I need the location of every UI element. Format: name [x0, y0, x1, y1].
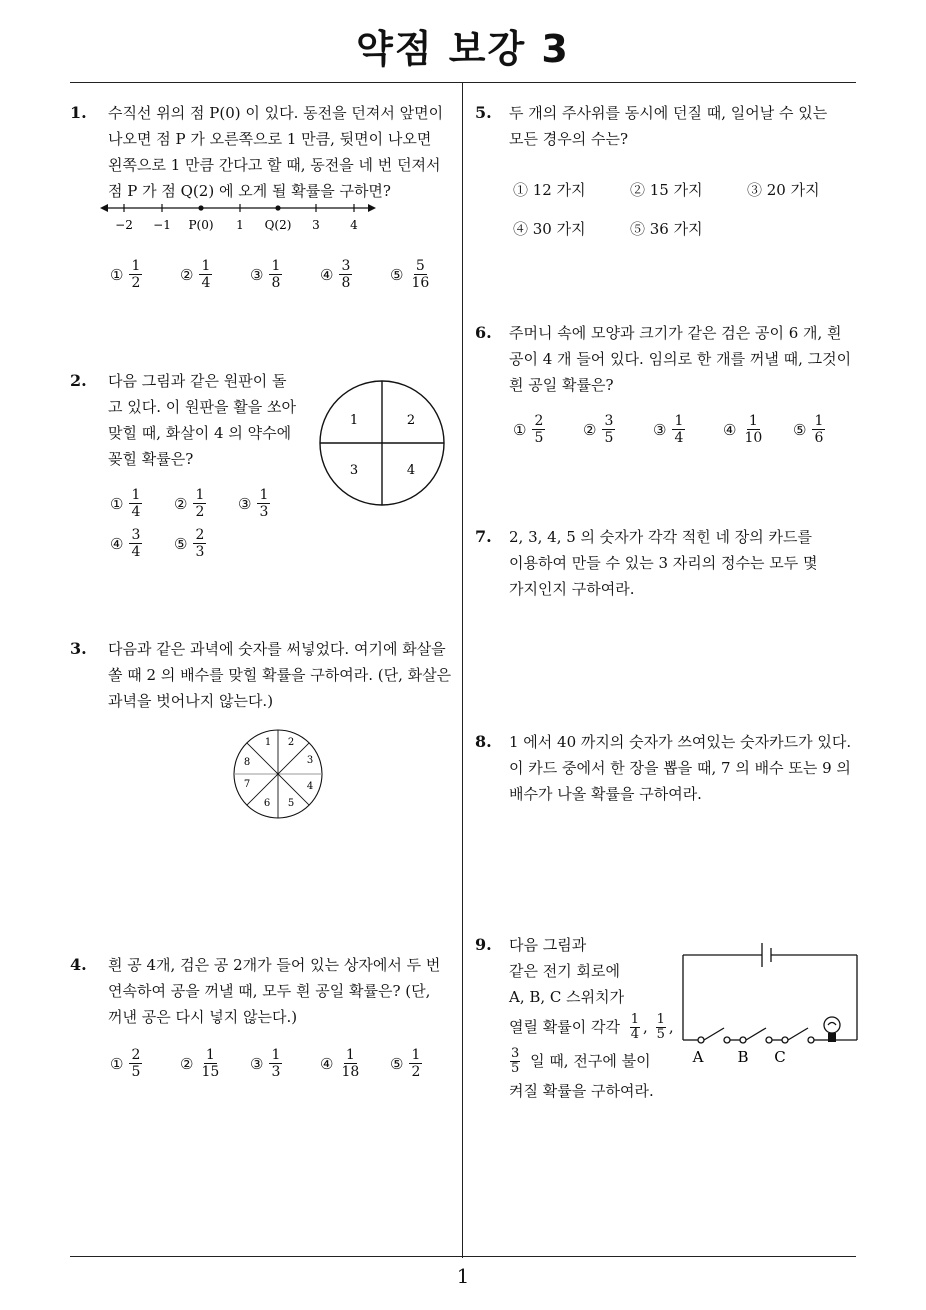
circuit-diagram — [676, 936, 862, 1070]
top-rule — [70, 82, 856, 83]
question-line: 나오면 점 P 가 오른쪽으로 1 만큼, 뒷면이 나오면 — [108, 130, 432, 148]
question-text — [509, 932, 674, 1104]
axis-label: 4 — [350, 218, 358, 232]
question-text — [509, 320, 851, 398]
axis-label: 3 — [312, 218, 320, 232]
choice-2[interactable]: ② 15 가지 — [630, 181, 703, 199]
axis-label: 1 — [236, 218, 244, 232]
choice-5[interactable]: ⑤ $\frac{2}{3}$ — [174, 527, 205, 560]
question-line: 흰 공 4개, 검은 공 2개가 들어 있는 상자에서 두 번 — [108, 956, 441, 974]
question-line: 맞힐 때, 화살이 4 의 약수에 — [108, 424, 292, 442]
target-label: 8 — [243, 757, 251, 768]
question-line: 가지인지 구하여라. — [509, 580, 635, 598]
question-line: 같은 전기 회로에 — [509, 962, 620, 980]
number-line — [100, 198, 385, 238]
question-number: 1. — [70, 103, 87, 122]
question-line: 점 P 가 점 Q(2) 에 오게 될 확률을 구하면? — [108, 182, 391, 200]
question-line: 이 카드 중에서 한 장을 뽑을 때, 7 의 배수 또는 9 의 — [509, 759, 851, 777]
choice-2[interactable]: ② $\frac{3}{5}$ — [583, 413, 614, 446]
question-7 — [475, 524, 855, 606]
question-line: 켜질 확률을 구하여라. — [509, 1082, 654, 1100]
switch-b — [746, 1028, 766, 1040]
disc-label: 3 — [349, 463, 359, 478]
question-number: 7. — [475, 527, 492, 546]
choice-1[interactable]: ① $\frac{2}{5}$ — [110, 1047, 141, 1080]
question-5 — [475, 100, 855, 156]
question-6 — [475, 320, 855, 402]
fraction-b: 1 5 — [656, 1011, 665, 1042]
question-line: 연속하여 공을 꺼낼 때, 모두 흰 공일 확률은? (단, — [108, 982, 431, 1000]
choice-4[interactable]: ④ 30 가지 — [513, 220, 586, 238]
question-line: 3 5 일 때, 전구에 불이 — [511, 1045, 651, 1076]
axis-label: −1 — [153, 218, 171, 232]
question-line: 꺼낸 공은 다시 넣지 않는다.) — [108, 1008, 298, 1026]
question-line: 왼쪽으로 1 만큼 간다고 할 때, 동전을 네 번 던져서 — [108, 156, 441, 174]
page-number: 1 — [456, 1264, 470, 1288]
target-label: 3 — [306, 755, 314, 766]
choice-1[interactable]: ① $\frac{1}{2}$ — [110, 258, 141, 291]
question-text — [108, 636, 451, 714]
choice-3[interactable]: ③ $\frac{1}{3}$ — [250, 1047, 281, 1080]
switch-label: C — [774, 1048, 786, 1066]
question-number: 5. — [475, 103, 492, 122]
question-4 — [70, 952, 455, 1042]
question-text — [509, 524, 818, 602]
choice-5[interactable]: ⑤ $\frac{1}{6}$ — [793, 413, 824, 446]
switch-a — [704, 1028, 724, 1040]
question-line: 주머니 속에 모양과 크기가 같은 검은 공이 6 개, 흰 — [509, 324, 842, 342]
point-p — [198, 205, 203, 210]
choice-3[interactable]: ③ $\frac{1}{3}$ — [238, 487, 269, 520]
question-line: 과녁을 벗어나지 않는다.) — [108, 692, 274, 710]
switch-label: B — [737, 1048, 749, 1066]
question-9 — [475, 932, 675, 1102]
choice-1[interactable]: ① $\frac{2}{5}$ — [513, 413, 544, 446]
question-3 — [70, 636, 455, 726]
choice-1[interactable]: ① 12 가지 — [513, 181, 586, 199]
question-number: 3. — [70, 639, 87, 658]
bottom-rule — [70, 1256, 856, 1257]
question-2 — [70, 368, 310, 478]
choice-3[interactable]: ③ $\frac{1}{4}$ — [653, 413, 684, 446]
question-text — [509, 729, 851, 807]
target-disc — [230, 726, 326, 822]
question-number: 6. — [475, 323, 492, 342]
column-divider — [462, 82, 463, 1258]
axis-label: Q(2) — [264, 218, 292, 232]
disc-label: 1 — [349, 413, 359, 428]
target-label: 4 — [306, 781, 314, 792]
target-label: 2 — [287, 737, 295, 748]
question-line: 모든 경우의 수는? — [509, 130, 629, 148]
choice-5[interactable]: ⑤ $\frac{1}{2}$ — [390, 1047, 421, 1080]
point-q — [275, 205, 280, 210]
question-line: 쏠 때 2 의 배수를 맞힐 확률을 구하여라. (단, 화살은 — [108, 666, 452, 684]
disc-label: 2 — [406, 413, 416, 428]
target-label: 6 — [263, 798, 271, 809]
choice-4[interactable]: ④ $\frac{1}{10}$ — [723, 413, 763, 446]
question-line: A, B, C 스위치가 — [509, 988, 625, 1006]
question-text — [108, 368, 296, 472]
choice-1[interactable]: ① $\frac{1}{4}$ — [110, 487, 141, 520]
page-title: 약점 보강 3 — [356, 27, 570, 71]
question-number: 4. — [70, 955, 87, 974]
choice-3[interactable]: ③ $\frac{1}{8}$ — [250, 258, 281, 291]
question-8 — [475, 729, 855, 811]
question-line: 두 개의 주사위를 동시에 던질 때, 일어날 수 있는 — [509, 104, 828, 122]
choice-4[interactable]: ④ $\frac{3}{4}$ — [110, 527, 141, 560]
question-text — [108, 952, 440, 1030]
switch-c — [788, 1028, 808, 1040]
question-line: 다음 그림과 — [509, 936, 587, 954]
choice-4[interactable]: ④ $\frac{1}{18}$ — [320, 1047, 360, 1080]
choice-2[interactable]: ② $\frac{1}{2}$ — [174, 487, 205, 520]
question-line: 배수가 나올 확률을 구하여라. — [509, 785, 702, 803]
question-number: 2. — [70, 371, 87, 390]
choice-3[interactable]: ③ 20 가지 — [747, 181, 820, 199]
target-label: 7 — [243, 779, 251, 790]
choice-5[interactable]: ⑤ $\frac{5}{16}$ — [390, 258, 430, 291]
switch-label: A — [692, 1048, 704, 1066]
target-label: 1 — [264, 737, 272, 748]
question-line: 수직선 위의 점 P(0) 이 있다. 동전을 던져서 앞면이 — [108, 104, 444, 122]
question-line: 이용하여 만들 수 있는 3 자리의 정수는 모두 몇 — [509, 554, 818, 572]
question-number: 9. — [475, 935, 492, 954]
fraction-c: 3 5 — [511, 1045, 520, 1076]
axis-label: P(0) — [188, 218, 214, 232]
question-line: 다음과 같은 과녁에 숫자를 써넣었다. 여기에 화살을 — [108, 640, 446, 658]
choice-5[interactable]: ⑤ 36 가지 — [630, 220, 703, 238]
question-text — [108, 100, 443, 204]
question-line: 꽂힐 확률은? — [108, 450, 194, 468]
fraction-a: 1 4 — [630, 1011, 640, 1042]
target-label: 5 — [287, 798, 295, 809]
disc-label: 4 — [406, 463, 416, 478]
choice-2[interactable]: ② $\frac{1}{4}$ — [180, 258, 211, 291]
question-line: 2, 3, 4, 5 의 숫자가 각각 적힌 네 장의 카드를 — [509, 528, 813, 546]
question-line: 고 있다. 이 원판을 활을 쏘아 — [108, 398, 296, 416]
choice-4[interactable]: ④ $\frac{3}{8}$ — [320, 258, 351, 291]
question-line: 공이 4 개 들어 있다. 임의로 한 개를 꺼낼 때, 그것이 — [509, 350, 852, 368]
bulb-icon — [824, 1017, 840, 1033]
choice-2[interactable]: ② $\frac{1}{15}$ — [180, 1047, 220, 1080]
question-number: 8. — [475, 732, 492, 751]
question-line: 다음 그림과 같은 원판이 돌 — [108, 372, 287, 390]
question-line: 흰 공일 확률은? — [509, 376, 614, 394]
question-text — [509, 100, 827, 152]
axis-label: −2 — [115, 218, 133, 232]
question-line: 열릴 확률이 각각 1 4 , 1 5 , — [509, 1011, 674, 1042]
question-line: 1 에서 40 까지의 숫자가 쓰여있는 숫자카드가 있다. — [509, 733, 852, 751]
